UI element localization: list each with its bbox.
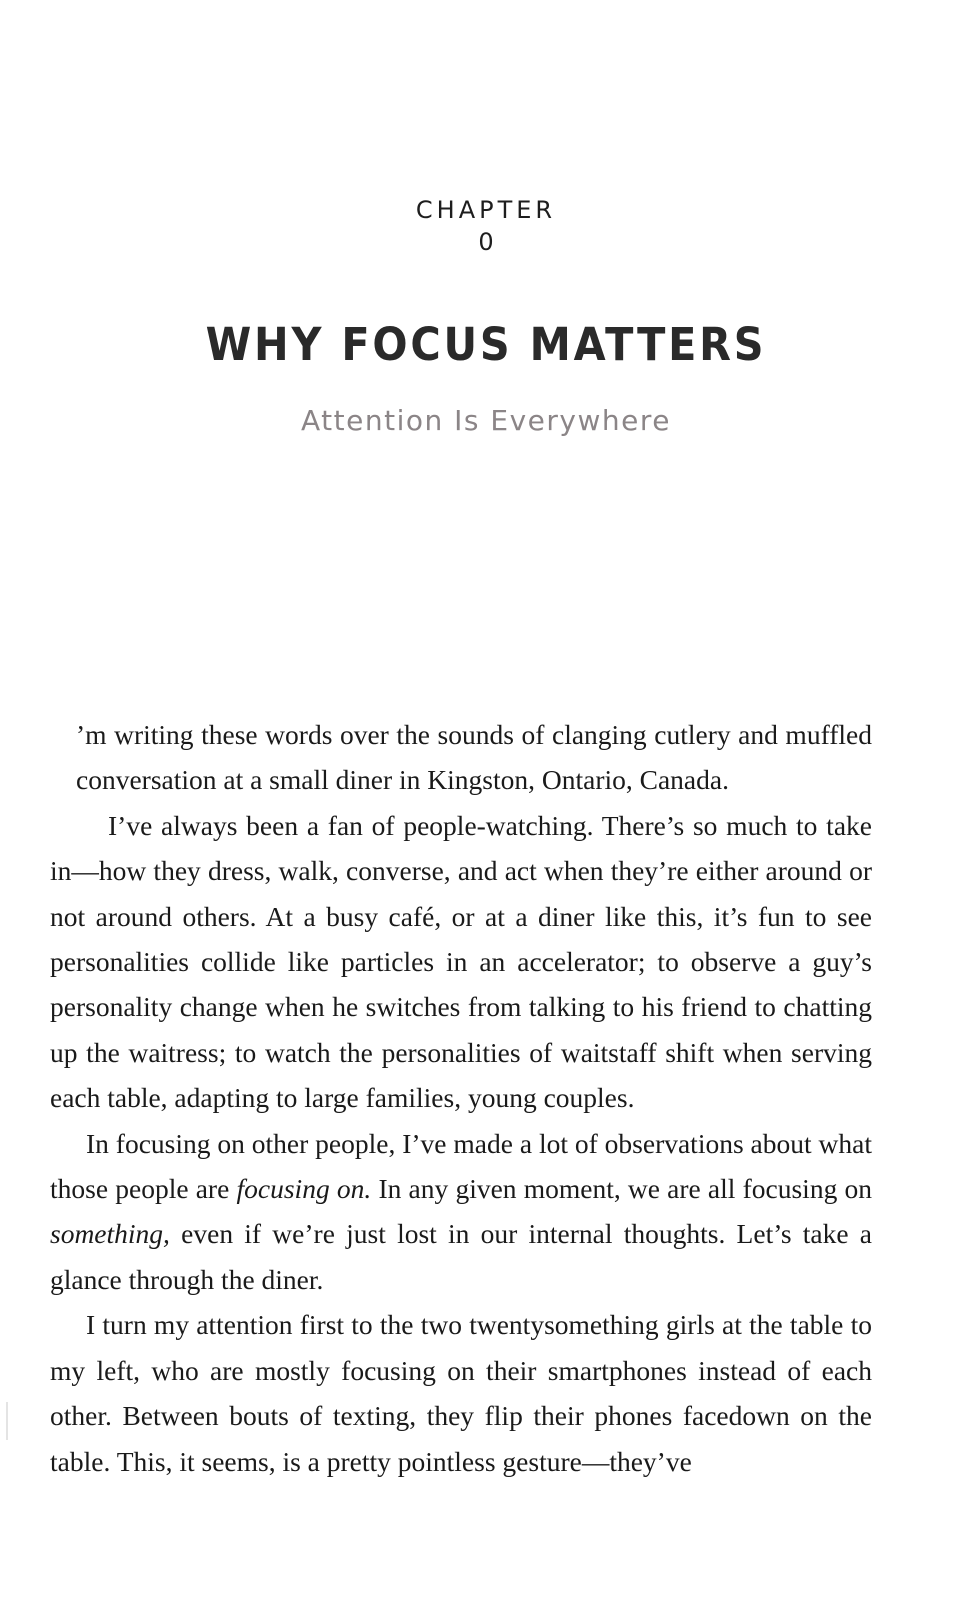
gutter-mark <box>6 1402 8 1440</box>
paragraph-3 <box>50 1121 872 1303</box>
paragraph-4: I turn my attention first to the two twentysomething girls at the table to my left, who are mostly focusing on their smartphones instead of each other. Between bouts of texting, they flip their phones facedown on the table. This, it seems, is a pretty pointless gesture—they’ve <box>50 1309 872 1477</box>
body-text <box>50 712 872 1484</box>
paragraph-2: I’ve always been a fan of people-watching. There’s so much to take in—how they dress, walk, converse, and act when they’re either around or not around others. At a busy café, or at a diner like this, it’s fun to see personalities collide like particles in an accelerator; to observe a guy’s personality change when he switches from talking to his friend to chatting up the waitress; to watch the personalities of waitstaff shift when serving each table, adapting to large families, young couples. <box>50 809 872 1114</box>
chapter-title: WHY FOCUS MATTERS <box>205 318 767 371</box>
chapter-subtitle: Attention Is Everywhere <box>301 404 671 437</box>
chapter-number: 0 <box>478 228 494 256</box>
paragraph-1: ’m writing these words over the sounds of clanging cutlery and muffled conversation at a small diner in Kingston, Ontario, Canada. <box>76 719 872 796</box>
paragraph-3-emphasis-something: something, <box>50 1218 170 1250</box>
chapter-label: CHAPTER <box>415 196 557 224</box>
paragraph-3-text-c: even if we’re just lost in our internal thoughts. Let’s take a glance through the diner. <box>50 1218 872 1295</box>
paragraph-3-text-a: In focusing on other people, I’ve made a lot of observations about what those people are <box>50 1127 872 1205</box>
paragraph-3-emphasis-focusing-on: focusing on. <box>236 1173 372 1205</box>
paragraph-3-text-b: In any given moment, we are all focusing on <box>371 1173 873 1205</box>
